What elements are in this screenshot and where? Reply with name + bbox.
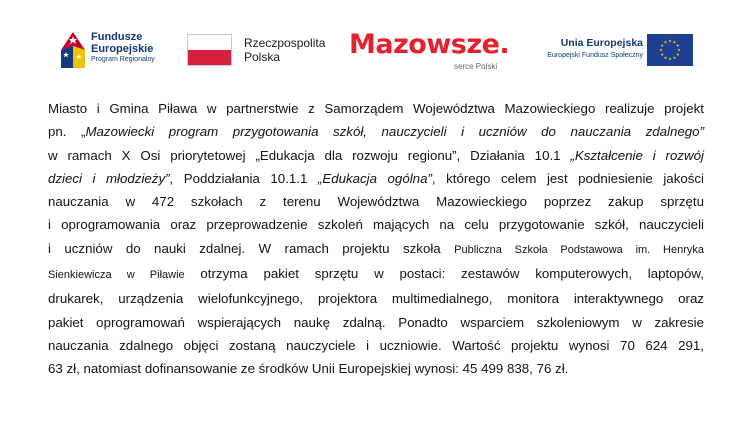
text-segment: Publiczna Szkoła Podstawowa im. Henryka (454, 243, 704, 256)
text-segment: pn. „ (48, 124, 86, 140)
text-segment: i oprogramowania oraz przeprowadzenie szkoleń mających na celu przygotowanie szkół, nauczycieli (48, 217, 704, 233)
paragraph-line (48, 144, 704, 167)
mazowsze-logo (347, 26, 517, 74)
fundusze-line3: Program Regionalny (91, 56, 155, 63)
unia-line1: Unia Europejska (560, 37, 643, 49)
text-segment: drukarek, urządzenia wielofunkcyjnego, projektora multimedialnego, monitora interaktywnego oraz (48, 291, 704, 307)
text-segment: i uczniów do nauki zdalnej. W ramach projektu szkoła (48, 240, 455, 256)
text-segment: nauczania w 472 szkołach z terenu Województwa Mazowieckiego poprzez zakup sprzętu (48, 194, 704, 210)
text-segment: Miasto i Gmina Piława w partnerstwie z Samorządem Województwa Mazowieckiego realizuje projekt (48, 101, 704, 116)
paragraph-line (48, 262, 704, 287)
text-segment: Sienkiewicza w Piławie (48, 269, 185, 282)
paragraph-line (48, 237, 704, 262)
italic-text: „Kształcenie i rozwój (570, 147, 704, 163)
italic-text: Mazowiecki program przygotowania szkół, nauczycieli i uczniów do nauczania zdalnego” (85, 124, 705, 140)
italic-text: dzieci i młodzieży” (48, 170, 170, 186)
unia-europejska-logo (540, 34, 700, 72)
mazowsze-tagline: serce Polski (454, 62, 498, 71)
logo-bar (0, 26, 748, 76)
paragraph-line (48, 190, 704, 213)
paragraph-line (48, 167, 704, 190)
fundusze-europejskie-emblem-icon (59, 28, 87, 70)
text-segment: otrzyma pakiet sprzętu w postaci: zestawów komputerowych, laptopów, (184, 266, 704, 282)
project-description (48, 97, 704, 381)
text-segment: pakiet oprogramowań wspierających naukę zdalną. Ponadto wsparciem szkoleniowym w zakresie (48, 314, 704, 330)
eu-flag-icon (647, 34, 693, 66)
paragraph-line (48, 287, 704, 310)
paragraph-line (48, 357, 704, 380)
polska-line1: Rzeczpospolita (244, 36, 326, 50)
paragraph-line (48, 213, 704, 236)
text-segment: , którego celem jest podniesienie jakości (431, 170, 704, 186)
text-segment: 63 zł, natomiast dofinansowanie ze środków Unii Europejskiej wynosi: 45 499 838, 76 zł. (48, 361, 569, 377)
paragraph-line (48, 311, 704, 334)
polish-flag-icon (187, 34, 232, 66)
fundusze-line2: Europejskie (91, 43, 154, 55)
paragraph-line (48, 334, 704, 357)
text-segment: nauczania zdalnego objęci zostaną nauczyciele i uczniowie. Wartość projektu wynosi 70 624 291, (48, 337, 704, 353)
unia-line2: Europejski Fundusz Społeczny (547, 52, 643, 59)
paragraph-line (48, 120, 704, 143)
text-segment: w ramach X Osi priorytetowej „Edukacja dla rozwoju regionu”, Działania 10.1 (48, 147, 571, 163)
text-segment: , Poddziałania 10.1.1 (169, 170, 318, 186)
paragraph-line (48, 97, 704, 120)
fundusze-line1: Fundusze (91, 31, 143, 43)
polska-line2: Polska (244, 50, 281, 64)
italic-text: „Edukacja ogólna” (317, 170, 432, 186)
mazowsze-wordmark: Mazowsze. (349, 29, 510, 60)
